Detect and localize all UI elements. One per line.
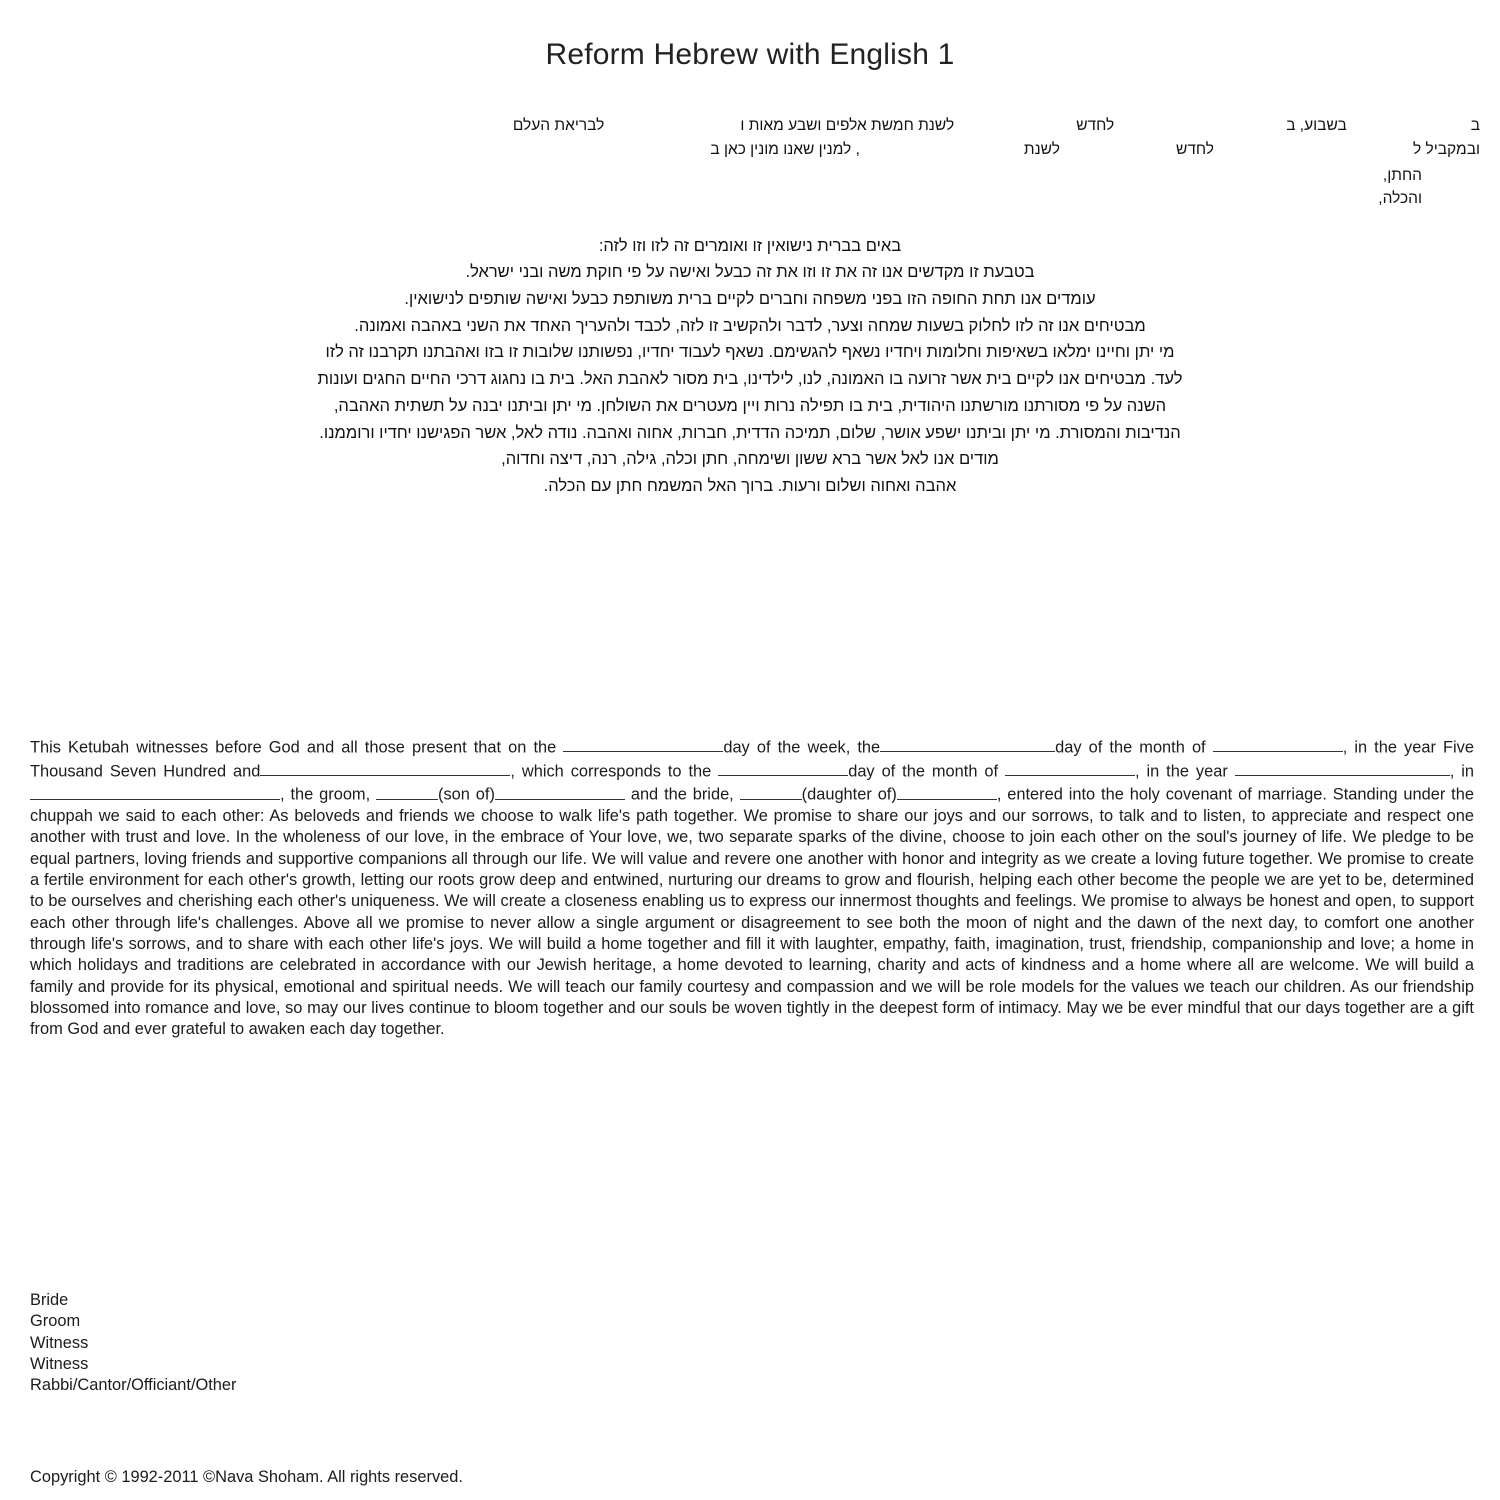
english-text-5: , in the year Five Thousand Seven Hundred and <box>30 738 1474 781</box>
english-text-7: day of the <box>848 762 925 781</box>
hebrew-line-9: מודים אנו לאל אשר ברא ששון ושימחה, חתן וכלה, גילה, רנה, דיצה וחדוה, <box>501 450 999 469</box>
english-text-2: day of the week, the <box>723 738 881 757</box>
english-body-paragraph <box>30 735 1474 1041</box>
heb-row1-seg-b: בשבוע, ב <box>1286 117 1347 134</box>
heb-row2-seg-d: , למנין שאנו מונין כאן ב <box>710 141 860 159</box>
hebrew-year-blank[interactable] <box>260 759 510 776</box>
heb-row1-seg-c: לחדש <box>1076 117 1115 134</box>
copyright-notice: Copyright © 1992-2011 ©Nava Shoham. All rights reserved. <box>30 1468 463 1486</box>
signature-groom: Groom <box>30 1312 81 1331</box>
english-text-10: , in <box>1449 762 1474 781</box>
signature-witness-2: Witness <box>30 1354 89 1373</box>
heb-row1-seg-e: לבריאת העלם <box>512 117 605 134</box>
english-text-4: of <box>1191 738 1206 757</box>
hebrew-line-4: מבטיחים אנו זה לזו לחלוק בשעות שמחה וצער, לדבר ולהקשיב זו לזה, לכבד ולהעריך האחד את השני באהבה ואמונה. <box>354 316 1146 335</box>
bride-name-blank[interactable] <box>740 782 802 799</box>
heb-row2-seg-c: לשנת <box>1023 141 1061 159</box>
english-text-14: and the bride, <box>630 785 734 804</box>
hebrew-line-6: לעד. מבטיחים אנו לקיים בית אשר זרועה בו האמונה, לנו, לילדינו, בית מסור לאהבת האל. בית בו נחגוג דרכי החיים החגים ועונות <box>317 370 1183 389</box>
signature-list <box>30 1290 237 1397</box>
bride-father-blank[interactable] <box>897 782 997 799</box>
english-text-1: This Ketubah witnesses before God and all those present that on the <box>30 738 557 757</box>
civil-year-blank[interactable] <box>1235 759 1450 776</box>
english-text-6: , which corresponds to the <box>510 762 712 781</box>
day-of-week-blank[interactable] <box>563 735 723 752</box>
hebrew-line-2: בטבעת זו מקדשים אנו זה את זו וזו את זה כבעל ואישה על פי חוקת משה ובני ישראל. <box>465 263 1035 282</box>
heb-row2-seg-b: לחדש <box>1176 141 1215 159</box>
signature-witness-1: Witness <box>30 1333 89 1352</box>
page-title: Reform Hebrew with English 1 <box>545 38 955 71</box>
hebrew-section <box>0 114 1500 500</box>
civil-month-blank[interactable] <box>1005 759 1135 776</box>
location-blank[interactable] <box>30 782 280 799</box>
hebrew-line-1: באים בברית נישואין זו ואומרים זה לזו וזו לזה: <box>598 236 902 255</box>
hebrew-line-10: אהבה ואחוה ושלום ורעות. ברוך האל המשמח חתן עם הכלה. <box>543 477 957 495</box>
hebrew-line-7: השנה על פי מסורתנו מורשתנו היהודית, בית בו תפילה נרות ויין מעטרים את השולחן. מי יתן וביתנו יבנה על תשתית האהבה, <box>333 396 1167 415</box>
hebrew-groom-label: החתן, <box>1382 167 1422 185</box>
hebrew-date-row-2 <box>18 138 1482 162</box>
english-text-3: day of the month <box>1055 738 1185 757</box>
english-text-11: , <box>280 785 285 804</box>
english-text-15: (daughter of) <box>801 785 897 804</box>
english-text-8: month of <box>931 762 999 781</box>
civil-day-blank[interactable] <box>718 759 848 776</box>
english-text-16: , entered into the holy covenant of marriage. Standing under the chuppah we said to each other: As beloveds and friends we choose to walk life's path together. We promise to share our joys and our sorrows, to talk and to listen, to appreciate and respect one another with trust and love. In the wholeness of our love, in the embrace of Your love, we, two separate sparks of the divine, choose to join each other on the soul's journey of life. We pledge to be equal partners, loving friends and supportive companions all through our life. We will value and revere one another with honor and integrity as we create a loving future together. We promise to create a fertile environment for each other's growth, letting our roots grow deep and entwined, nurturing our dreams to grow and flourish, helping each other become the people we are yet to be, determined to be ourselves and cherishing each other's uniqueness. We will create a closeness enabling us to express our innermost thoughts and feelings. We promise to always be honest and open, to support each other through life's challenges. Above all we promise to never allow a single argument or disagreement to see both the moon of night and the dawn of the next day, to comfort one another through life's sorrows, and to share with each other life's joys. We will build a home together and fill it with laughter, empathy, faith, imagination, trust, friendship, companionship and love; a home in which holidays and traditions are celebrated in accordance with our Jewish heritage, a home devoted to learning, charity and acts of kindness and a home where all are welcome. We will build a family and provide for its physical, emotional and spiritual needs. We will teach our family courtesy and compassion and we will be role models for the values we teach our children. As our friendship blossomed into romance and love, so may our lives continue to bloom together and our souls be woven tightly in the deepest form of intimacy. May we be ever mindful that our days together are a gift from God and ever grateful to awaken each day together. <box>30 785 1474 1039</box>
hebrew-line-3: עומדים אנו תחת החופה הזו בפני משפחה וחברים לקיים ברית משותפת כבעל ואישה שותפים לנישואין. <box>404 289 1096 308</box>
english-text-12: the groom, <box>290 785 371 804</box>
day-of-month-blank[interactable] <box>880 735 1055 752</box>
hebrew-bride-label: והכלה, <box>1378 190 1422 208</box>
groom-name-blank[interactable] <box>376 782 438 799</box>
hebrew-body-text <box>18 233 1482 500</box>
hebrew-line-5: מי יתן וחיינו ימלאו בשאיפות וחלומות ויחדיו נשאף להגשימם. נשאף לעבוד יחדיו, נפשותנו שלובות זו בזו ואהבתנו תקרבנו זה לזו <box>325 343 1175 362</box>
hebrew-name-fields <box>18 164 1482 211</box>
month-blank[interactable] <box>1213 735 1343 752</box>
heb-row2-seg-a: ובמקביל ל <box>1413 141 1480 159</box>
hebrew-line-8: הנדיבות והמסורת. מי יתן וביתנו ישפע אושר, שלום, תמיכה הדדית, חברות, אחוה ואהבה. נודה לאל, אשר הפגישנו יחדיו ורוממנו. <box>319 423 1181 442</box>
hebrew-date-fields <box>18 114 1482 162</box>
signature-officiant: Rabbi/Cantor/Officiant/Other <box>30 1376 237 1395</box>
english-text-9: , in the year <box>1135 762 1228 781</box>
groom-father-blank[interactable] <box>495 782 625 799</box>
english-section <box>30 735 1474 1041</box>
english-text-13: (son of) <box>438 785 495 804</box>
signature-bride: Bride <box>30 1291 69 1309</box>
heb-row1-seg-a: ב <box>1470 117 1480 134</box>
hebrew-date-row-1 <box>18 114 1482 138</box>
heb-row1-seg-d: לשנת חמשת אלפים ושבע מאות ו <box>740 117 955 134</box>
